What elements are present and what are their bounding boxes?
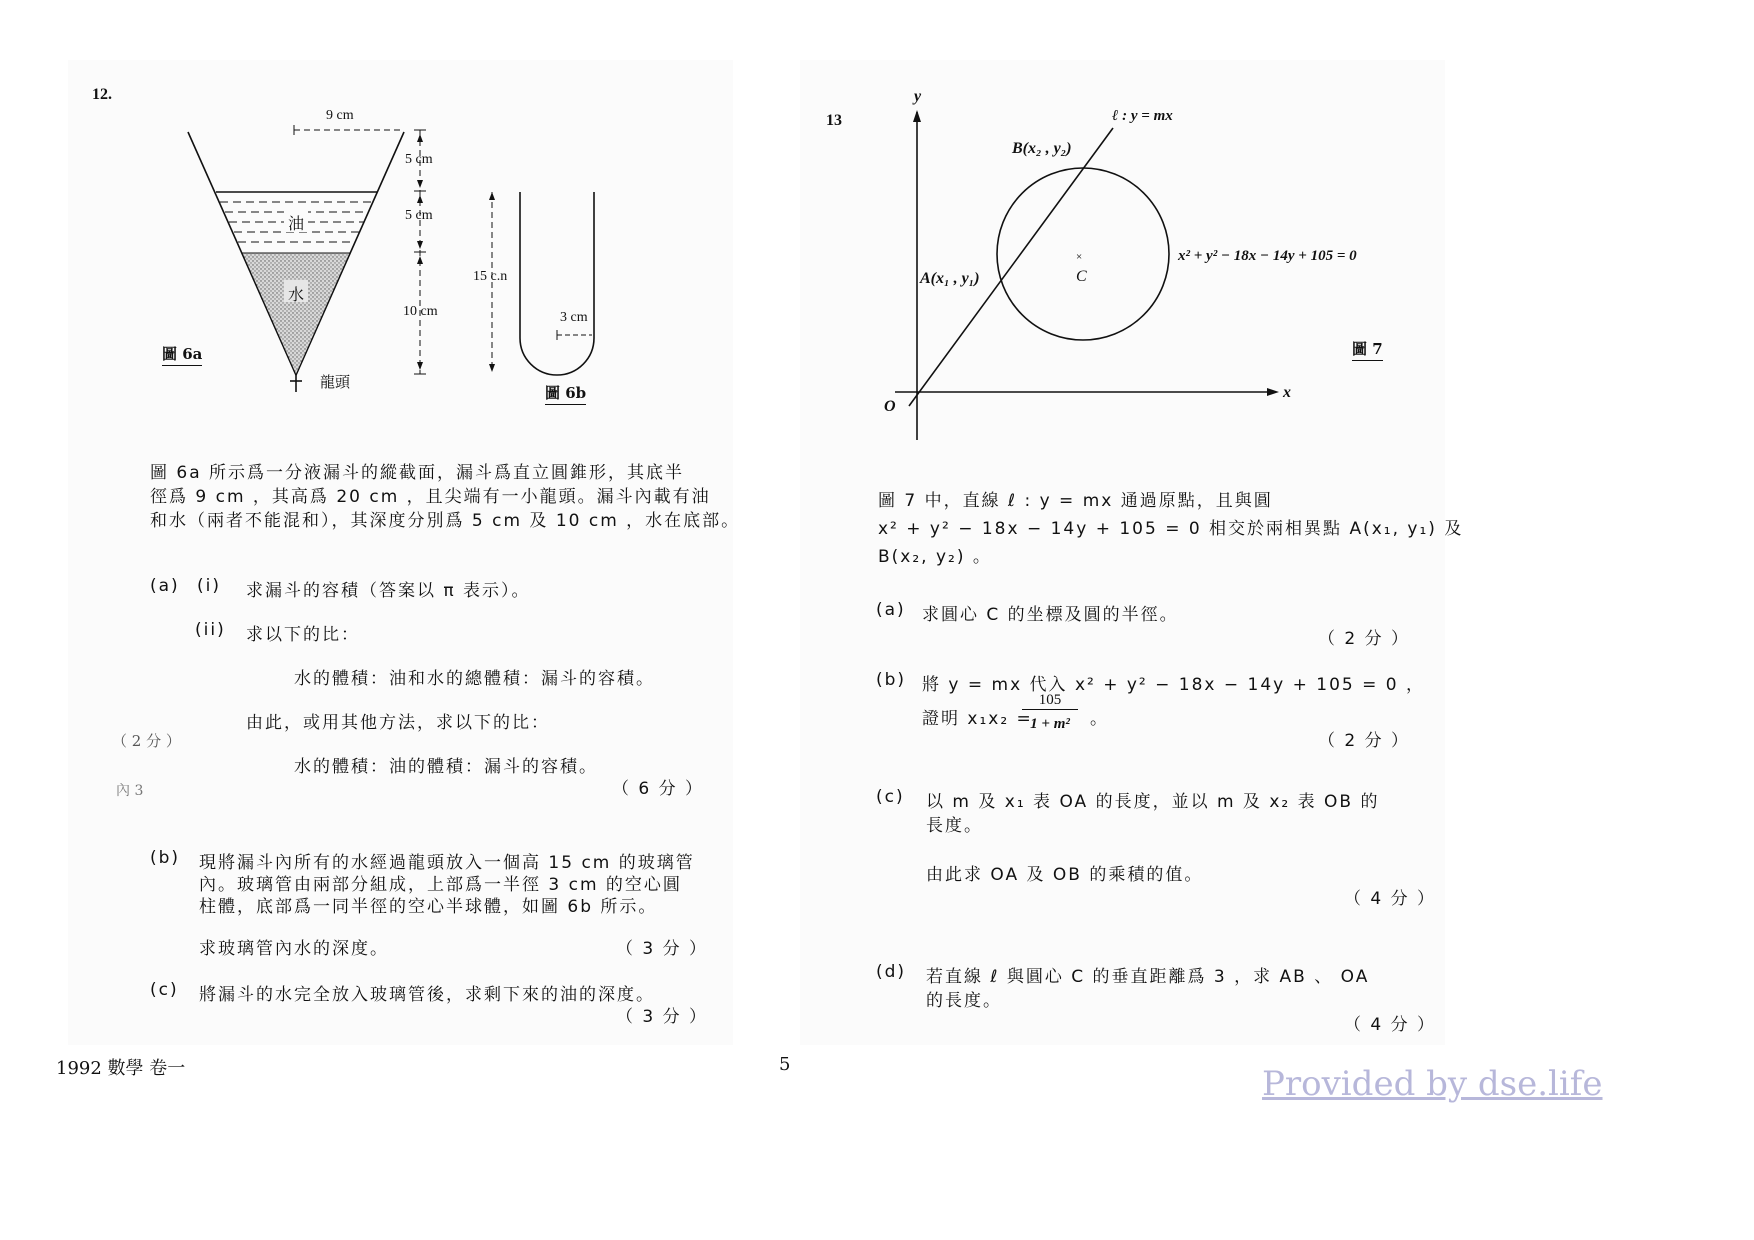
fig7-line-label: ℓ : y = mx <box>1112 108 1173 124</box>
q13d-line-2: 的長度。 <box>926 991 1002 1011</box>
q13b-label: (b) <box>876 670 907 690</box>
q13b-fraction-denominator: 1 + m² <box>1030 716 1070 732</box>
fig7-caption: 圖 7 <box>1352 338 1383 361</box>
q12a-marks: （ 6 分 ） <box>612 779 705 799</box>
q13b-prove: 證明 x₁x₂ = <box>922 709 1033 729</box>
q13d-line-1: 若直線 ℓ 與圓心 C 的垂直距離爲 3 ，求 AB 、 OA <box>926 967 1370 987</box>
margin-note-faded: 內 3 <box>116 783 144 799</box>
fig7-x-axis-label: x <box>1283 384 1291 401</box>
q12b-line-1: 現將漏斗內所有的水經過龍頭放入一個高 15 cm 的玻璃管 <box>199 853 695 873</box>
figure-6a <box>180 100 450 400</box>
q12a-ratio-1: 水的體積：油和水的總體積：漏斗的容積。 <box>294 669 655 689</box>
q12a-i-text: 求漏斗的容積（答案以 π 表示）。 <box>246 581 531 601</box>
q13a-marks: （ 2 分 ） <box>1318 629 1411 649</box>
q12-intro-line-3: 和水（兩者不能混和），其深度分別爲 5 cm 及 10 cm ，水在底部。 <box>150 511 741 531</box>
q12a-hence: 由此，或用其他方法，求以下的比： <box>246 713 550 733</box>
q12c-label: (c) <box>150 980 179 1000</box>
fig7-y-axis-label: y <box>914 88 922 105</box>
q13d-marks: （ 4 分 ） <box>1344 1015 1437 1035</box>
q12b-question: 求玻璃管內水的深度。 <box>199 939 389 959</box>
fig6b-radius: 3 cm <box>560 310 588 325</box>
q12a-i-label: (i) <box>197 576 221 596</box>
fig6a-dim-oil-gap: 5 cm <box>405 152 433 167</box>
fig7-point-b: B(x₂ , y₂) <box>1012 140 1072 157</box>
q13b-marks: （ 2 分 ） <box>1318 731 1411 751</box>
q13-intro-line-2: x² + y² − 18x − 14y + 105 = 0 相交於兩相異點 A(x₁, y₁) 及 <box>878 519 1464 539</box>
q12b-line-2: 內。玻璃管由兩部分組成，上部爲一半徑 3 cm 的空心圓 <box>199 875 682 895</box>
fig7-point-a: A(x₁ , y₁) <box>920 270 980 287</box>
q13b-fraction-numerator: 105 <box>1022 692 1078 710</box>
fig6b-height: 15 c.n <box>473 269 508 284</box>
footer-exam-title: 1992 數學 卷一 <box>56 1058 186 1079</box>
q13a-label: (a) <box>876 600 906 620</box>
q13-intro-line-1: 圖 7 中，直線 ℓ : y = mx 通過原點，且與圓 <box>878 491 1273 511</box>
fig6a-tap-label: 龍頭 <box>320 373 351 391</box>
q12b-label: (b) <box>150 848 181 868</box>
q13-intro-line-3: B(x₂, y₂) 。 <box>878 547 992 567</box>
q13d-label: (d) <box>876 962 907 982</box>
q12c-text: 將漏斗的水完全放入玻璃管後，求剩下來的油的深度。 <box>199 985 655 1005</box>
q12b-marks: （ 3 分 ） <box>616 939 709 959</box>
fig7-circle-equation: x² + y² − 18x − 14y + 105 = 0 <box>1178 248 1357 264</box>
q13c-line-1: 以 m 及 x₁ 表 OA 的長度，並以 m 及 x₂ 表 OB 的 <box>926 792 1380 812</box>
q13a-text: 求圓心 C 的坐標及圓的半徑。 <box>922 605 1179 625</box>
watermark-link[interactable]: Provided by dse.life <box>1262 1064 1603 1104</box>
q12-intro-line-1: 圖 6a 所示爲一分液漏斗的縱截面，漏斗爲直立圓錐形，其底半 <box>150 463 685 483</box>
q12a-ii-label: (ii) <box>195 620 226 640</box>
q13b-period: 。 <box>1090 709 1109 729</box>
fig6a-oil-label: 油 <box>288 214 305 233</box>
fig6a-dim-water: 10 cm <box>403 304 438 319</box>
q12c-marks: （ 3 分 ） <box>616 1007 709 1027</box>
margin-mark-faded: （ 2 分 ） <box>112 732 181 750</box>
q13c-marks: （ 4 分 ） <box>1344 889 1437 909</box>
q13c-label: (c) <box>876 787 905 807</box>
q13b-line-1: 將 y = mx 代入 x² + y² − 18x − 14y + 105 = 0 ， <box>922 675 1426 695</box>
q12a-label: (a) <box>150 576 180 596</box>
q12a-ratio-2: 水的體積：油的體積：漏斗的容積。 <box>294 757 598 777</box>
question-13-number: 13 <box>826 112 842 129</box>
fig6a-dim-oil: 5 cm <box>405 208 433 223</box>
q12b-line-3: 柱體，底部爲一同半徑的空心半球體，如圖 6b 所示。 <box>199 897 658 917</box>
svg-text:×: × <box>1076 251 1083 263</box>
fig6b-caption: 圖 6b <box>545 382 586 405</box>
footer-page-number: 5 <box>779 1054 791 1075</box>
q12-intro-line-2: 徑爲 9 cm ，其高爲 20 cm ，且尖端有一小龍頭。漏斗內載有油 <box>150 487 711 507</box>
fig6a-water-label: 水 <box>288 285 305 304</box>
fig7-origin-label: O <box>884 398 896 415</box>
q12a-ii-text: 求以下的比： <box>246 625 360 645</box>
question-12-number: 12. <box>92 86 112 103</box>
q13c-line-3: 由此求 OA 及 OB 的乘積的值。 <box>926 865 1204 885</box>
fig6a-top-width: 9 cm <box>326 108 354 123</box>
q13c-line-2: 長度。 <box>926 816 983 836</box>
fig7-center-label: C <box>1076 268 1087 285</box>
fig6a-caption: 圖 6a <box>162 343 202 366</box>
